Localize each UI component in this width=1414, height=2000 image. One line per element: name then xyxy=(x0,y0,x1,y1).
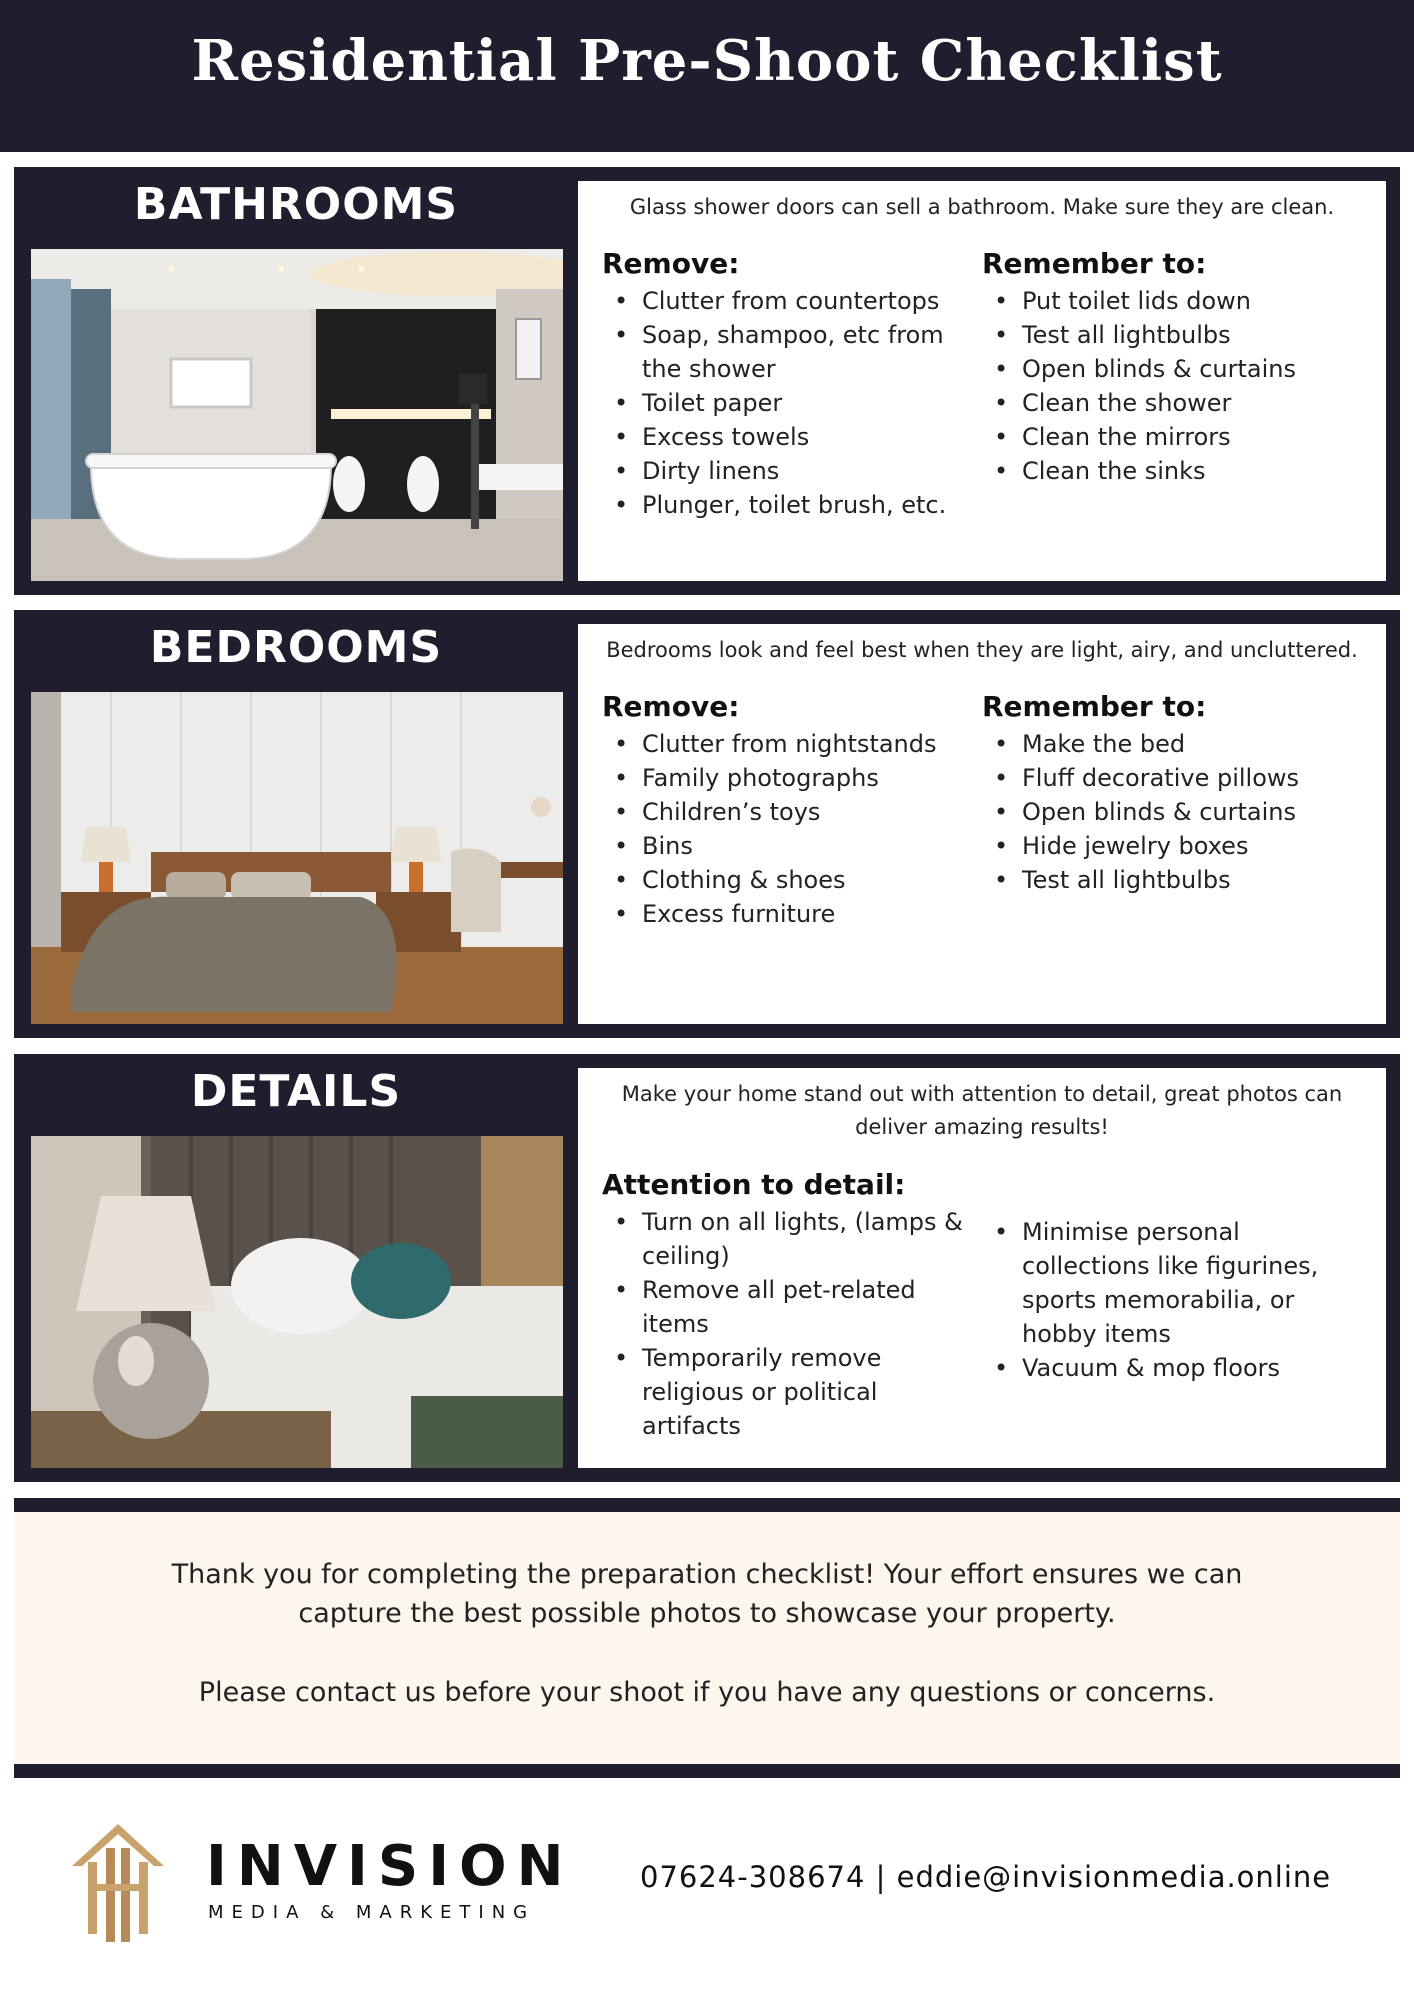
list-item: • Clean the sinks xyxy=(982,454,1352,488)
divider-top xyxy=(14,1498,1400,1512)
list-item: • Fluff decorative pillows xyxy=(982,761,1352,795)
details-photo xyxy=(31,1136,563,1468)
list-item: • Make the bed xyxy=(982,727,1352,761)
details-intro: Make your home stand out with attention to detail, great photos can deliver amazing results! xyxy=(621,1082,1343,1139)
list-item: • Open blinds & curtains xyxy=(982,352,1352,386)
list-item: • Plunger, toilet brush, etc. xyxy=(602,488,972,522)
list-item: • Test all lightbulbs xyxy=(982,318,1352,352)
details-attention-list xyxy=(602,1205,972,1443)
bedrooms-section xyxy=(14,610,1400,1038)
thanks-line-1: Thank you for completing the preparation checklist! Your effort ensures we can xyxy=(171,1559,1243,1590)
bedrooms-remove-heading: Remove: xyxy=(602,690,740,723)
list-item: • Excess towels xyxy=(602,420,972,454)
bedrooms-heading: BEDROOMS xyxy=(149,622,443,673)
bathrooms-remember-heading: Remember to: xyxy=(982,247,1207,280)
list-item: • Children’s toys xyxy=(602,795,972,829)
list-item: • Clean the shower xyxy=(982,386,1352,420)
logo-wordmark: INVISION xyxy=(206,1834,574,1899)
bathrooms-remove-list xyxy=(602,284,972,522)
thank-you-box xyxy=(14,1512,1400,1764)
page-title: Residential Pre-Shoot Checklist xyxy=(191,28,1223,94)
list-item: • Clean the mirrors xyxy=(982,420,1352,454)
list-item: • Hide jewelry boxes xyxy=(982,829,1352,863)
header-banner xyxy=(0,0,1414,152)
thanks-line-3: Please contact us before your shoot if you have any questions or concerns. xyxy=(198,1677,1216,1708)
list-item: • Remove all pet-related items xyxy=(602,1273,972,1341)
bedroom-photo xyxy=(31,692,563,1024)
list-item: • Soap, shampoo, etc from the shower xyxy=(602,318,972,386)
details-heading: DETAILS xyxy=(190,1066,402,1117)
list-item: • Toilet paper xyxy=(602,386,972,420)
list-item: • Clutter from countertops xyxy=(602,284,972,318)
bedrooms-intro: Bedrooms look and feel best when they are light, airy, and uncluttered. xyxy=(606,638,1358,662)
list-item: • Bins xyxy=(602,829,972,863)
logo-house-icon xyxy=(68,1820,168,1944)
thanks-line-2: capture the best possible photos to showcase your property. xyxy=(298,1598,1116,1629)
details-extra-column xyxy=(982,1215,1352,1385)
bathrooms-remember-column xyxy=(982,247,1352,488)
bedrooms-remove-column xyxy=(602,690,972,931)
list-item: • Open blinds & curtains xyxy=(982,795,1352,829)
list-item: • Temporarily remove religious or political artifacts xyxy=(602,1341,972,1443)
bedrooms-remember-heading: Remember to: xyxy=(982,690,1207,723)
bathrooms-remove-heading: Remove: xyxy=(602,247,740,280)
bedrooms-remember-list xyxy=(982,727,1352,897)
bathrooms-intro: Glass shower doors can sell a bathroom. Make sure they are clean. xyxy=(629,195,1335,219)
list-item: • Vacuum & mop floors xyxy=(982,1351,1352,1385)
contact-info: 07624-308674 | eddie@invisionmedia.online xyxy=(640,1860,1332,1894)
list-item: • Clothing & shoes xyxy=(602,863,972,897)
list-item: • Turn on all lights, (lamps & ceiling) xyxy=(602,1205,972,1273)
list-item: • Dirty linens xyxy=(602,454,972,488)
details-section xyxy=(14,1054,1400,1482)
logo-tagline: MEDIA & MARKETING xyxy=(208,1902,536,1923)
bedrooms-remove-list xyxy=(602,727,972,931)
bathrooms-panel xyxy=(578,181,1386,581)
list-item: • Clutter from nightstands xyxy=(602,727,972,761)
details-panel xyxy=(578,1068,1386,1468)
list-item: • Excess furniture xyxy=(602,897,972,931)
list-item: • Put toilet lids down xyxy=(982,284,1352,318)
divider-bottom xyxy=(14,1764,1400,1778)
bathrooms-section xyxy=(14,167,1400,595)
details-attention-column xyxy=(602,1168,972,1443)
bathrooms-remember-list xyxy=(982,284,1352,488)
bathroom-photo xyxy=(31,249,563,581)
details-extra-list xyxy=(982,1215,1352,1385)
list-item: • Minimise personal collections like figurines, sports memorabilia, or hobby items xyxy=(982,1215,1352,1351)
bedrooms-remember-column xyxy=(982,690,1352,897)
list-item: • Test all lightbulbs xyxy=(982,863,1352,897)
details-attention-heading: Attention to detail: xyxy=(602,1168,906,1201)
list-item: • Family photographs xyxy=(602,761,972,795)
bathrooms-heading: BATHROOMS xyxy=(133,179,459,230)
bathrooms-remove-column xyxy=(602,247,972,522)
bedrooms-panel xyxy=(578,624,1386,1024)
